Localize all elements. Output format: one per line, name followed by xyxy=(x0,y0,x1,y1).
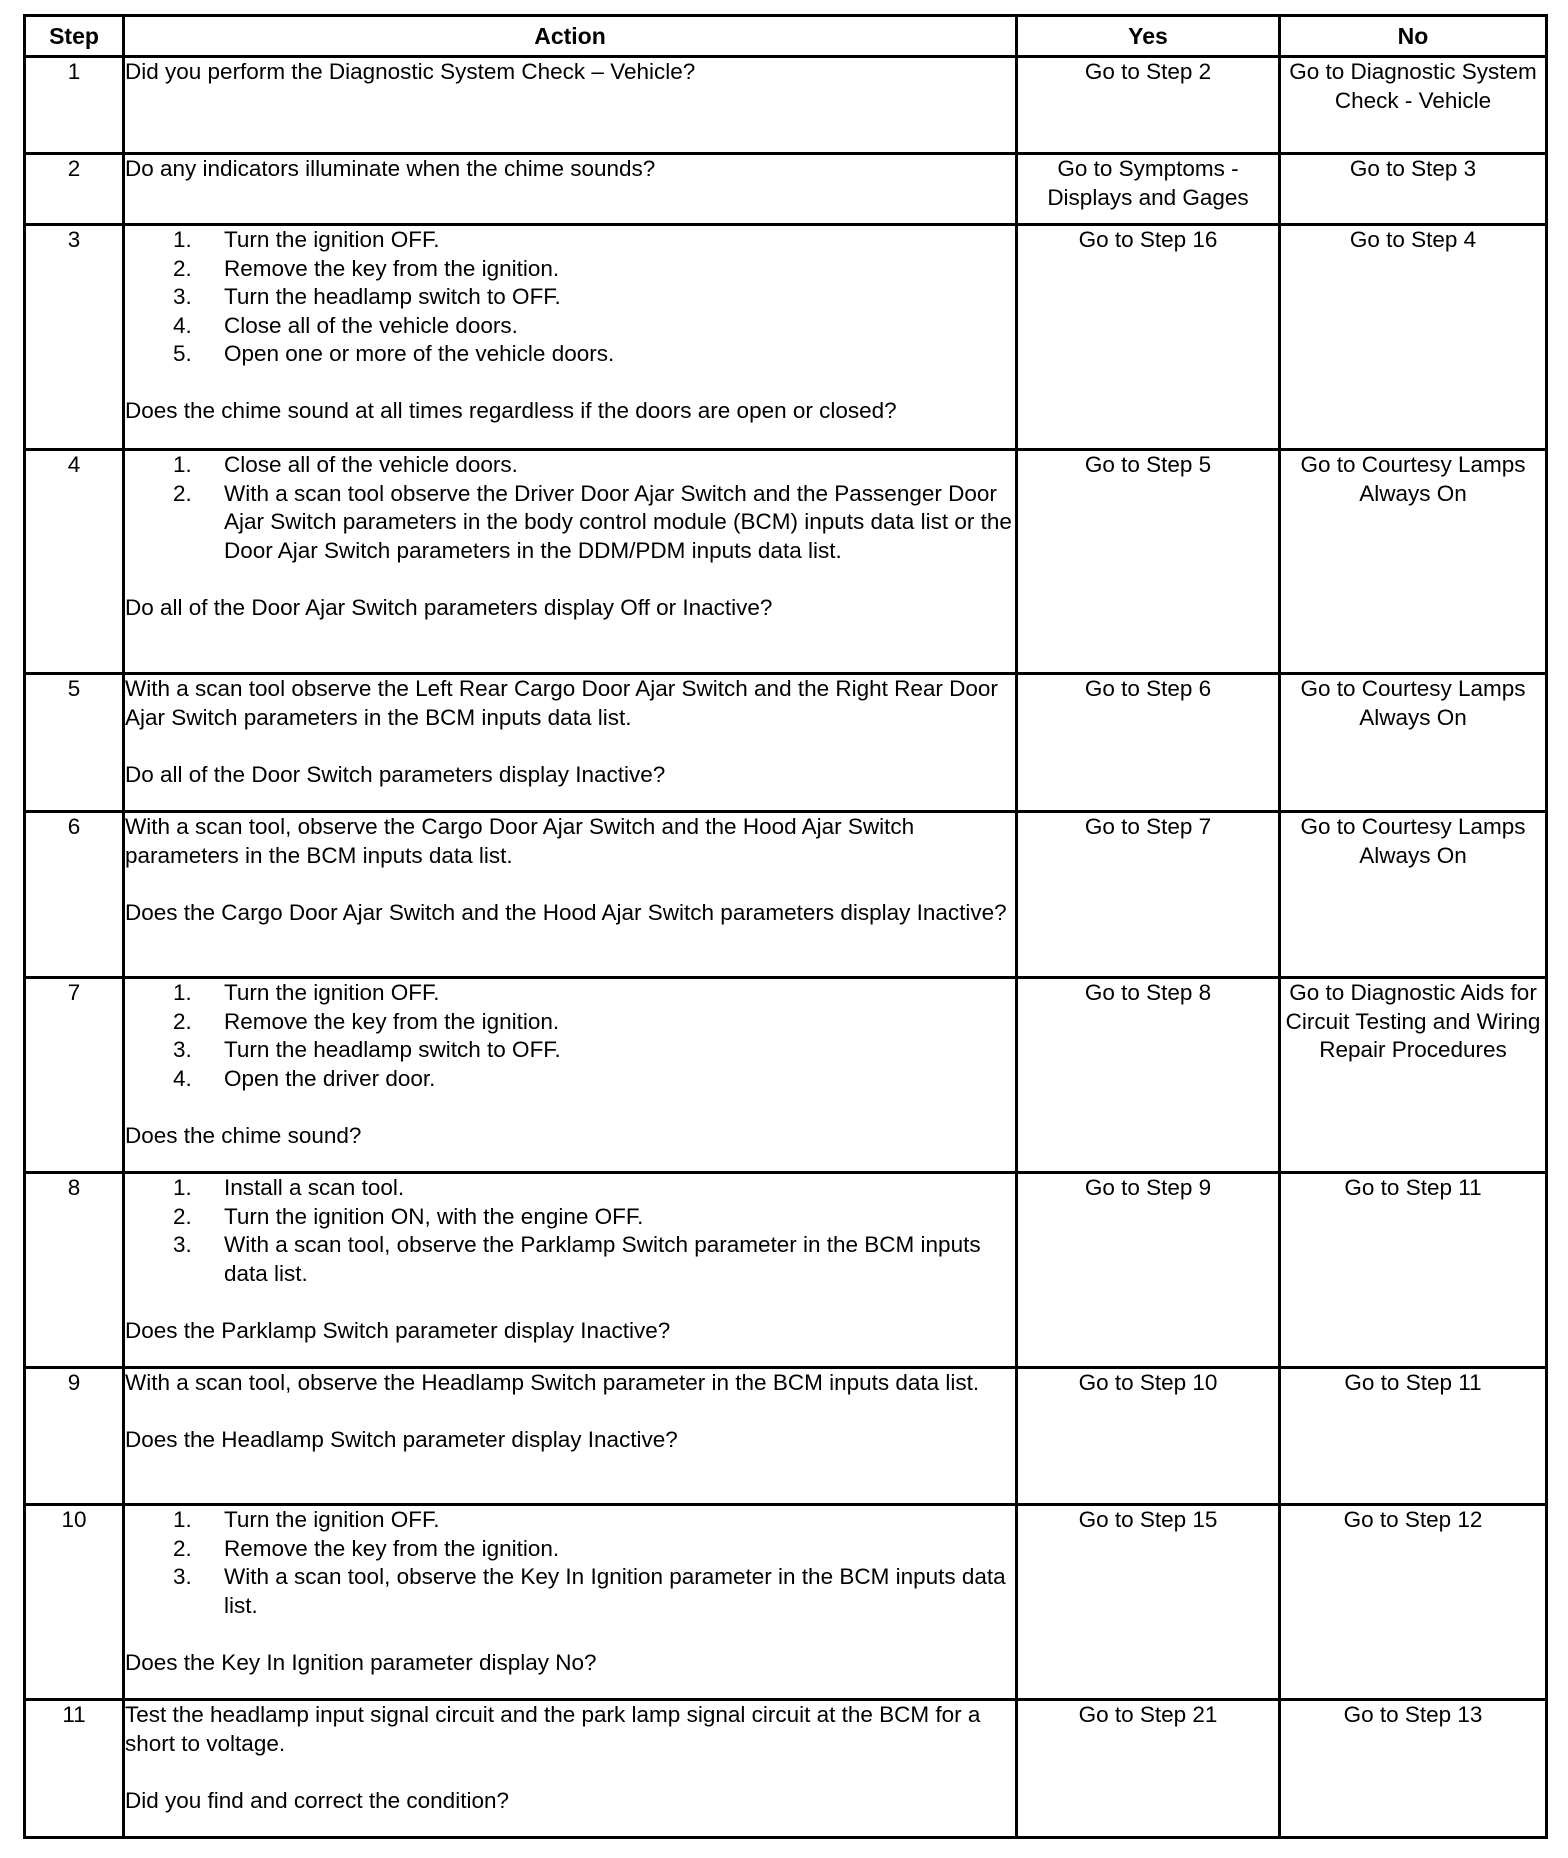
action-cell xyxy=(124,1700,1017,1838)
list-item-text: Open the driver door. xyxy=(224,1065,436,1091)
list-item xyxy=(125,1203,1015,1232)
list-item xyxy=(125,1036,1015,1065)
list-item-text: Turn the ignition OFF. xyxy=(224,227,440,252)
table-row xyxy=(25,812,1547,978)
header-no: No xyxy=(1280,16,1547,57)
list-item-text: Turn the headlamp switch to OFF. xyxy=(224,1037,561,1062)
step-number: 9 xyxy=(25,1368,124,1505)
table-row xyxy=(25,1505,1547,1700)
action-steps-list xyxy=(125,1174,1015,1288)
no-result: Go to Step 13 xyxy=(1280,1700,1547,1838)
list-item xyxy=(125,1563,1015,1620)
list-item-number: 1. xyxy=(173,980,192,1005)
action-cell xyxy=(124,450,1017,674)
list-item-number: 2. xyxy=(173,480,192,506)
spacer xyxy=(125,1398,1015,1427)
table-row xyxy=(25,450,1547,674)
list-item xyxy=(125,1008,1015,1037)
yes-result: Go to Step 6 xyxy=(1017,674,1280,812)
table-row xyxy=(25,674,1547,812)
list-item-text: Turn the ignition OFF. xyxy=(224,980,440,1005)
no-result: Go to Courtesy Lamps Always On xyxy=(1280,674,1547,812)
list-item-number: 1. xyxy=(173,1507,192,1532)
step-number: 8 xyxy=(25,1173,124,1368)
step-number: 3 xyxy=(25,225,124,450)
no-result: Go to Step 3 xyxy=(1280,154,1547,225)
table-row xyxy=(25,1368,1547,1505)
list-item xyxy=(125,255,1015,284)
action-cell xyxy=(124,812,1017,978)
step-number: 5 xyxy=(25,674,124,812)
spacer xyxy=(125,732,1015,761)
action-question: Do all of the Door Switch parameters display Inactive? xyxy=(125,761,666,787)
no-result: Go to Diagnostic System Check - Vehicle xyxy=(1280,57,1547,154)
list-item-number: 2. xyxy=(173,255,192,281)
no-result: Go to Courtesy Lamps Always On xyxy=(1280,450,1547,674)
action-question: Does the chime sound? xyxy=(125,1122,362,1148)
list-item-text: Turn the ignition ON, with the engine OFF. xyxy=(224,1203,644,1229)
action-question: Does the Cargo Door Ajar Switch and the Hood Ajar Switch parameters display Inactive? xyxy=(125,899,1007,925)
step-number: 4 xyxy=(25,450,124,674)
action-steps-list xyxy=(125,979,1015,1093)
list-item-text: With a scan tool, observe the Parklamp Switch parameter in the BCM inputs data list. xyxy=(224,1232,981,1286)
header-row xyxy=(25,16,1547,57)
list-item-number: 3. xyxy=(173,1037,192,1062)
yes-result: Go to Step 15 xyxy=(1017,1505,1280,1700)
spacer xyxy=(125,1620,1015,1649)
yes-result: Go to Symptoms - Displays and Gages xyxy=(1017,154,1280,225)
step-number: 11 xyxy=(25,1700,124,1838)
action-steps-list xyxy=(125,226,1015,369)
list-item-number: 2. xyxy=(173,1535,192,1561)
action-cell xyxy=(124,1368,1017,1505)
list-item-number: 4. xyxy=(173,1065,192,1091)
action-question: Does the chime sound at all times regardless if the doors are open or closed? xyxy=(125,398,897,423)
list-item-text: Close all of the vehicle doors. xyxy=(224,452,518,477)
list-item-number: 3. xyxy=(173,284,192,309)
list-item xyxy=(125,1065,1015,1094)
action-cell xyxy=(124,1173,1017,1368)
list-item-number: 3. xyxy=(173,1232,192,1257)
list-item xyxy=(125,1231,1015,1288)
yes-result: Go to Step 9 xyxy=(1017,1173,1280,1368)
diagnostic-table-page xyxy=(23,14,1545,1839)
list-item xyxy=(125,1174,1015,1203)
list-item-text: With a scan tool observe the Driver Door Ajar Switch and the Passenger Door Ajar Switch parameters in the body control module (BCM) inputs data list or the Door Ajar Switch parameters in the DDM/PDM inputs data list. xyxy=(224,480,1012,563)
action-text: With a scan tool, observe the Cargo Door Ajar Switch and the Hood Ajar Switch parameters in the BCM inputs data list. xyxy=(125,814,915,868)
yes-result: Go to Step 10 xyxy=(1017,1368,1280,1505)
list-item-number: 4. xyxy=(173,312,192,338)
header-action: Action xyxy=(124,16,1017,57)
action-text: With a scan tool, observe the Headlamp Switch parameter in the BCM inputs data list. xyxy=(125,1370,980,1395)
list-item xyxy=(125,979,1015,1008)
action-cell xyxy=(124,57,1017,154)
action-text: Test the headlamp input signal circuit and the park lamp signal circuit at the BCM for a short to voltage. xyxy=(125,1702,981,1756)
spacer xyxy=(125,1288,1015,1317)
list-item-number: 1. xyxy=(173,452,192,477)
yes-result: Go to Step 5 xyxy=(1017,450,1280,674)
spacer xyxy=(125,1758,1015,1787)
action-cell xyxy=(124,1505,1017,1700)
action-question: Does the Key In Ignition parameter display No? xyxy=(125,1649,597,1675)
table-row xyxy=(25,57,1547,154)
diagnostic-table xyxy=(23,14,1548,1839)
action-cell xyxy=(124,225,1017,450)
list-item-number: 1. xyxy=(173,1175,192,1200)
action-question: Do all of the Door Ajar Switch parameters display Off or Inactive? xyxy=(125,594,773,620)
list-item-text: Remove the key from the ignition. xyxy=(224,1008,560,1034)
no-result: Go to Step 11 xyxy=(1280,1173,1547,1368)
no-result: Go to Courtesy Lamps Always On xyxy=(1280,812,1547,978)
header-yes: Yes xyxy=(1017,16,1280,57)
list-item xyxy=(125,451,1015,480)
list-item-text: Remove the key from the ignition. xyxy=(224,1535,560,1561)
list-item xyxy=(125,226,1015,255)
table-row xyxy=(25,1700,1547,1838)
step-number: 10 xyxy=(25,1505,124,1700)
list-item xyxy=(125,340,1015,369)
no-result: Go to Step 12 xyxy=(1280,1505,1547,1700)
step-number: 7 xyxy=(25,978,124,1173)
yes-result: Go to Step 8 xyxy=(1017,978,1280,1173)
list-item-text: Open one or more of the vehicle doors. xyxy=(224,341,615,366)
list-item-text: Install a scan tool. xyxy=(224,1175,405,1200)
list-item-text: Close all of the vehicle doors. xyxy=(224,312,518,338)
spacer xyxy=(125,870,1015,899)
action-text: Did you perform the Diagnostic System Check – Vehicle? xyxy=(125,59,696,84)
action-cell xyxy=(124,674,1017,812)
table-row xyxy=(25,154,1547,225)
action-question: Did you find and correct the condition? xyxy=(125,1787,509,1813)
list-item-text: Turn the headlamp switch to OFF. xyxy=(224,284,561,309)
list-item-number: 2. xyxy=(173,1203,192,1229)
header-step: Step xyxy=(25,16,124,57)
table-row xyxy=(25,225,1547,450)
action-steps-list xyxy=(125,451,1015,565)
yes-result: Go to Step 21 xyxy=(1017,1700,1280,1838)
list-item-number: 2. xyxy=(173,1008,192,1034)
action-question: Does the Headlamp Switch parameter display Inactive? xyxy=(125,1427,678,1452)
step-number: 2 xyxy=(25,154,124,225)
no-result: Go to Step 11 xyxy=(1280,1368,1547,1505)
action-text: Do any indicators illuminate when the chime sounds? xyxy=(125,156,656,181)
list-item-number: 3. xyxy=(173,1564,192,1589)
step-number: 1 xyxy=(25,57,124,154)
action-steps-list xyxy=(125,1506,1015,1620)
step-number: 6 xyxy=(25,812,124,978)
action-text: With a scan tool observe the Left Rear Cargo Door Ajar Switch and the Right Rear Door Ajar Switch parameters in the BCM inputs data list. xyxy=(125,676,998,730)
no-result: Go to Diagnostic Aids for Circuit Testing and Wiring Repair Procedures xyxy=(1280,978,1547,1173)
spacer xyxy=(125,565,1015,594)
list-item-text: Remove the key from the ignition. xyxy=(224,255,560,281)
yes-result: Go to Step 16 xyxy=(1017,225,1280,450)
spacer xyxy=(125,369,1015,398)
no-result: Go to Step 4 xyxy=(1280,225,1547,450)
list-item xyxy=(125,283,1015,312)
spacer xyxy=(125,1093,1015,1122)
yes-result: Go to Step 2 xyxy=(1017,57,1280,154)
action-cell xyxy=(124,154,1017,225)
table-row xyxy=(25,978,1547,1173)
table-row xyxy=(25,1173,1547,1368)
yes-result: Go to Step 7 xyxy=(1017,812,1280,978)
list-item xyxy=(125,312,1015,341)
action-question: Does the Parklamp Switch parameter display Inactive? xyxy=(125,1317,671,1343)
list-item-text: Turn the ignition OFF. xyxy=(224,1507,440,1532)
list-item-text: With a scan tool, observe the Key In Ignition parameter in the BCM inputs data list. xyxy=(224,1564,1006,1618)
list-item xyxy=(125,480,1015,566)
list-item xyxy=(125,1506,1015,1535)
list-item xyxy=(125,1535,1015,1564)
list-item-number: 5. xyxy=(173,341,192,366)
table-body xyxy=(25,57,1547,1838)
action-cell xyxy=(124,978,1017,1173)
list-item-number: 1. xyxy=(173,227,192,252)
